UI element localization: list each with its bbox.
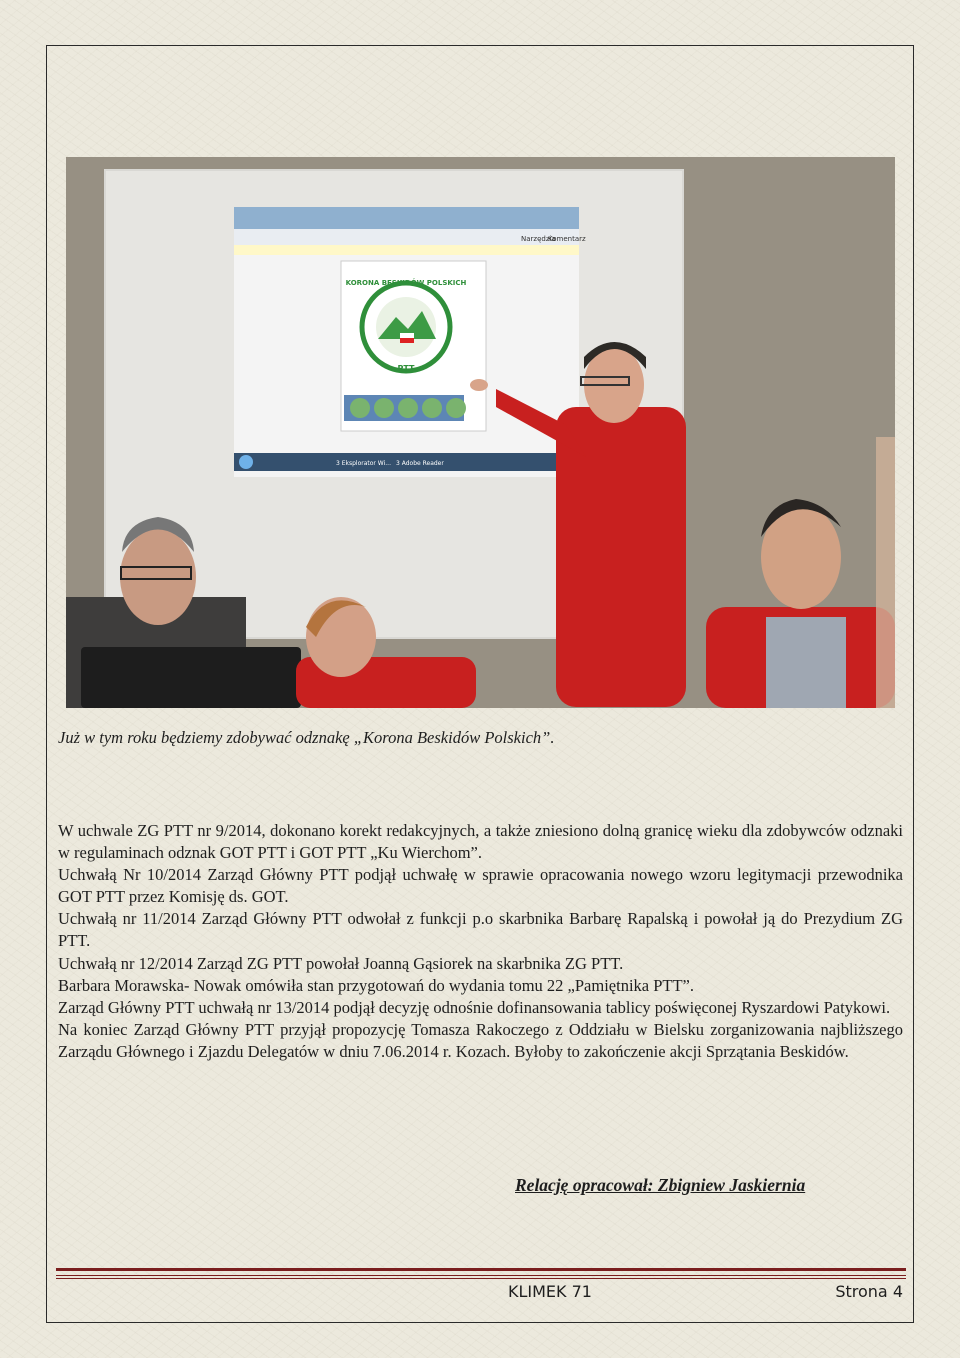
- article-body: [58, 820, 903, 1063]
- photo-caption: Już w tym roku będziemy zdobywać odznakę „Korona Beskidów Polskich”.: [58, 728, 555, 747]
- footer-rule: [56, 1268, 906, 1271]
- author-signature: Relację opracował: Zbigniew Jaskiernia: [515, 1175, 806, 1195]
- footer-rule: [56, 1278, 906, 1279]
- logo-text: KORONA BESKIDÓW POLSKICH: [345, 279, 467, 287]
- taskbar-item-1: 3 Eksplorator Wi...: [336, 460, 391, 467]
- paragraph: Uchwałą nr 12/2014 Zarząd ZG PTT powołał Joanną Gąsiorek na skarbnika ZG PTT.: [58, 953, 624, 973]
- paragraph: W uchwale ZG PTT nr 9/2014, dokonano korekt redakcyjnych, a także zniesiono dolną granicę wieku dla zdobywców odznaki w regulaminach odznak GOT PTT i GOT PTT „Ku Wierchom”.: [58, 821, 903, 863]
- logo-sub: PTT: [397, 364, 415, 373]
- paragraph: Zarząd Główny PTT uchwałą nr 13/2014 podjął decyzję odnośnie dofinansowania tablicy poświęconej Ryszardowi Patykowi.: [58, 997, 891, 1017]
- footer-page-number: Strona 4: [835, 1282, 903, 1301]
- paragraph: Uchwałą Nr 10/2014 Zarząd Główny PTT podjął uchwałę w sprawie opracowania nowego wzoru legitymacji przewodnika GOT PTT przez Komisję ds. GOT.: [58, 865, 903, 907]
- meeting-photo: [66, 157, 895, 708]
- footer-rule: [56, 1275, 906, 1276]
- screen-comment-label: Komentarz: [548, 235, 586, 243]
- paragraph: Na koniec Zarząd Główny PTT przyjął propozycję Tomasza Rakoczego z Oddziału w Bielsku zorganizowania najbliższego Zarządu Głównego i Zjazdu Delegatów w dniu 7.06.2014 r. Kozach. Byłoby to zakończenie akcji Sprzątania Beskidów.: [58, 1019, 903, 1061]
- paragraph: Barbara Morawska- Nowak omówiła stan przygotowań do wydania tomu 22 „Pamiętnika PTT”.: [58, 975, 695, 995]
- paragraph: Uchwałą nr 11/2014 Zarząd Główny PTT odwołał z funkcji p.o skarbnika Barbarę Rapalską i powołał ją do Prezydium ZG PTT.: [58, 909, 903, 951]
- taskbar-item-2: 3 Adobe Reader: [396, 460, 444, 467]
- screen-tools-label: Narzędzia: [521, 235, 556, 243]
- footer-magazine: KLIMEK 71: [508, 1282, 592, 1301]
